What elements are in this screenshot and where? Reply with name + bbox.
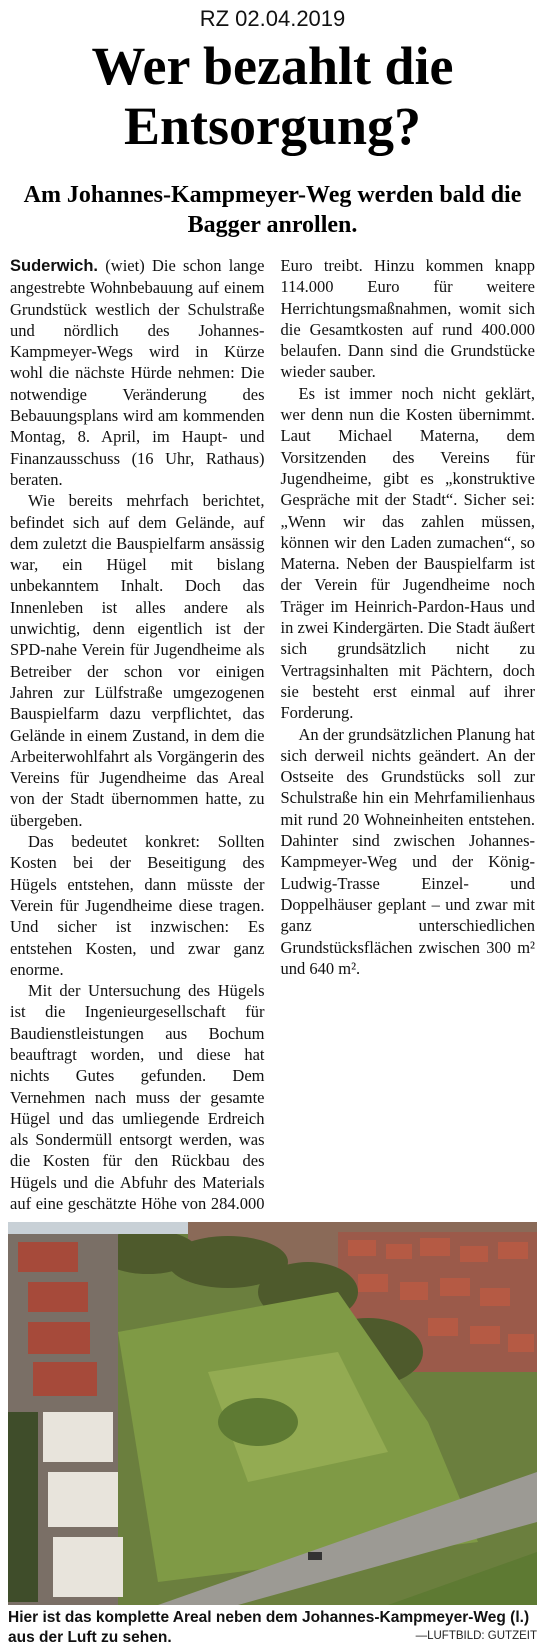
headline: Wer bezahlt die Entsorgung? (91, 36, 454, 156)
article-paragraph: Es ist immer noch nicht geklärt, wer denn nun die Kosten übernimmt. Laut Michael Materna, dem Vorsitzenden des Vereins für Jugendheime, gibt es „konstruktive Gespräche mit der Stadt“. Sicher sei: „Wenn wir das zahlen müssen, können wir den Laden zumachen“, so Materna. Neben der Bauspielfarm ist der Verein für Jugendheime noch Träger im Heinrich-Pardon-Haus und in zwei Kindergärten. Die Stadt äußert sich grundsätzlich nicht zu Vertragsinhalten mit Pächtern, doch sie besteht erst einmal auf ihrer Forderung. (280, 383, 535, 723)
article-paragraph: Mit der Untersuchung des Hügels ist die Ingenieurgesellschaft für Baudienstleistungen aus Bochum beauftragt worden, und diese hat nichts Gutes gefunden. Dem Vernehmen nach muss der gesamte Hügel und das umliegende Erdreich als Sondermüll entsorgt werden, was die Kosten für den Rückbau des Hügels und die Abfuhr des Materials auf eine geschätzte Höhe von 284.000 Euro treibt. Hinzu kommen knapp 114.000 Euro für weitere Herrichtungsmaßnahmen, womit sich die Gesamtkosten auf rund 400.000 belaufen. Dann sind die Grundstücke wieder sauber. (10, 256, 535, 1214)
article-paragraph: An der grundsätzlichen Planung hat sich derweil nichts geändert. An der Ostseite des Grundstücks soll zur Schulstraße hin ein Mehrfamilienhaus mit rund 20 Wohneinheiten entstehen. Dahinter sind zwischen Johannes-Kampmeyer-Weg und der König-Ludwig-Trasse Einzel- und Doppelhäuser geplant – und zwar mit ganz unterschiedlichen Grundstücksflächen zwischen 300 m² und 640 m². (280, 724, 535, 978)
subheadline: Am Johannes-Kampmeyer-Weg werden bald die Bagger anrollen. (23, 182, 522, 238)
source-date: RZ 02.04.2019 (199, 6, 346, 31)
aerial-photo (8, 1222, 537, 1605)
article-paragraph: Das bedeutet konkret: Sollten Kosten bei der Beseitigung des Hügels entstehen, dann müsste der Verein für Jugendheime diese tragen. Und sicher ist inzwischen: Es entstehen Kosten, und zwar ganz enorme. (10, 832, 265, 979)
dateline: Suderwich. (10, 257, 99, 275)
photo-credit: —LUFTBILD: GUTZEIT (415, 1630, 537, 1642)
photo-caption: Hier ist das komplette Areal neben dem Johannes-Kampmeyer-Weg (l.) aus der Luft zu sehen. (8, 1609, 530, 1646)
article-body (10, 255, 535, 1215)
article-paragraph: Suderwich. (wiet) Die schon lange angestrebte Wohnbebauung auf einem Grundstück westlich der Schulstraße und nördlich des Johannes-Kampmeyer-Wegs wird in Kürze wohl die nächste Hürde nehmen: Die notwendige Veränderung des Bebauungsplans wird am kommenden Montag, 8. April, im Haupt- und Finanzausschuss (16 Uhr, Rathaus) beraten. (10, 256, 265, 489)
article-paragraph: Wie bereits mehrfach berichtet, befindet sich auf dem Gelände, auf dem zuletzt die Bauspielfarm ansässig war, ein Hügel mit bislang unbekanntem Inhalt. Doch das Innenleben ist alles andere als unwichtig, denn eigentlich ist der SPD-nahe Verein für Jugendheime als Betreiber der schon vor einigen Jahren zur Lülfstraße umgezogenen Bauspielfarm dazu verpflichtet, das Gelände in einem Zustand, in dem die Arbeiterwohlfahrt als Vorgängerin des Vereins für Jugendheime das Areal von der Stadt übernommen hatte, zu übergeben. (10, 491, 265, 830)
